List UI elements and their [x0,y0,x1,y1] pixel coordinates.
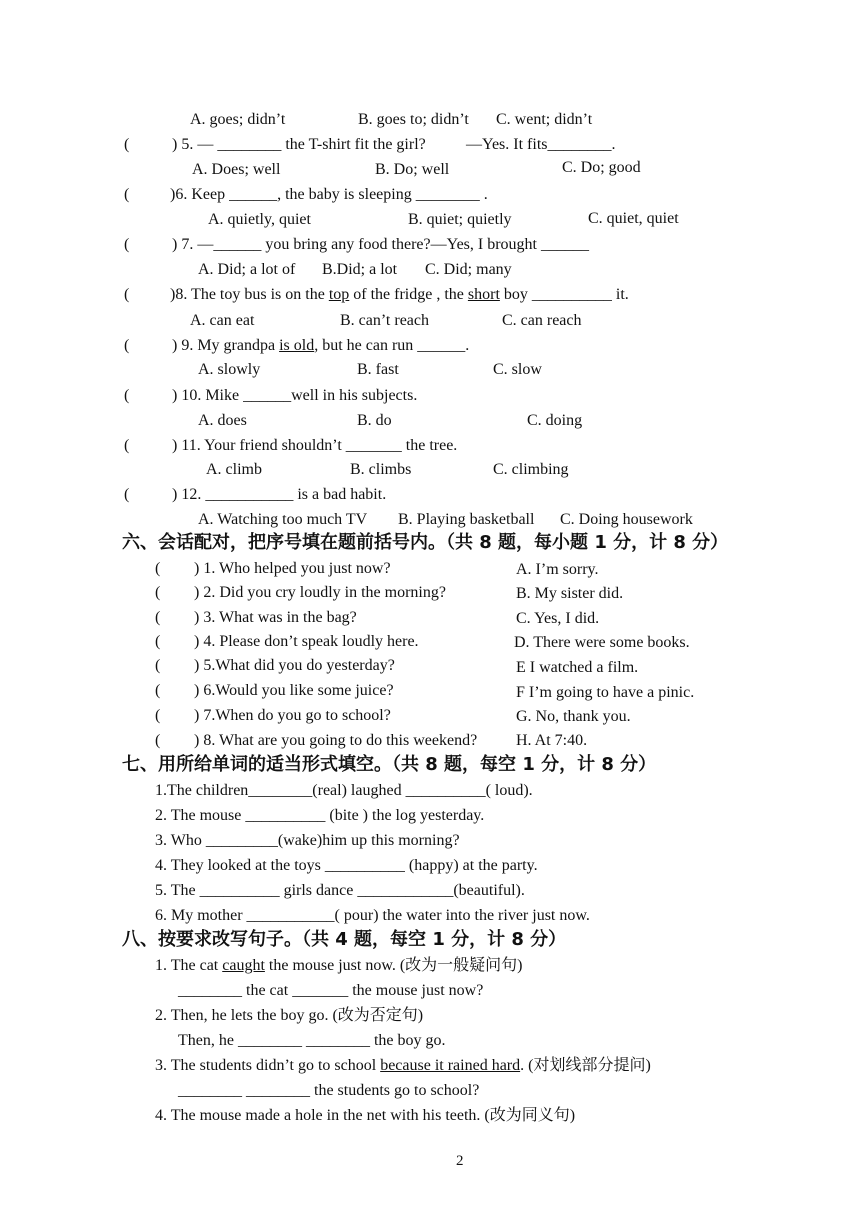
q7-option-a: A. Did; a lot of [198,261,296,278]
q8-option-b: B. can’t reach [340,312,429,329]
answer-paren[interactable]: ( [155,560,161,577]
fill-blank-item: 6. My mother ___________( pour) the water into the river just now. [155,907,590,924]
q10-option-a: A. does [198,412,247,429]
q4-option-c: C. went; didn’t [496,111,593,128]
match-question: ) 7.When do you go to school? [194,707,391,724]
rewrite-question-4: 4. The mouse made a hole in the net with his teeth. (改为同义句) [155,1107,576,1124]
answer-paren[interactable]: ( [124,387,130,404]
match-question: ) 3. What was in the bag? [194,609,357,626]
q10-option-b: B. do [357,412,392,429]
match-answer: G. No, thank you. [516,708,631,725]
match-question: ) 8. What are you going to do this weekend? [194,732,478,749]
q5-option-b: B. Do; well [375,161,450,178]
q12-option-c: C. Doing housework [560,511,693,528]
q5-option-a: A. Does; well [192,161,281,178]
q6-option-b: B. quiet; quietly [408,211,512,228]
rewrite-answer-3: ________ ________ the students go to school? [178,1082,480,1099]
q5-stem: ) 5. — ________ the T-shirt fit the girl? [172,136,426,153]
match-answer: C. Yes, I did. [516,610,600,627]
rewrite-question-2: 2. Then, he lets the boy go. (改为否定句) [155,1007,424,1024]
q12-stem: ) 12. ___________ is a bad habit. [172,486,387,503]
rewrite-1-underline: caught [222,957,265,974]
rewrite-question-3: 3. The students didn’t go to school because it rained hard. (对划线部分提问) [155,1057,651,1074]
answer-paren[interactable]: ( [124,186,130,203]
answer-paren[interactable]: ( [124,236,130,253]
q12-option-b: B. Playing basketball [398,511,535,528]
rewrite-3-underline: because it rained hard [380,1057,521,1074]
fill-blank-item: 5. The __________ girls dance ____________(beautiful). [155,882,525,899]
answer-paren[interactable]: ( [124,486,130,503]
q8-underline-top: top [328,286,350,303]
match-question: ) 5.What did you do yesterday? [194,657,395,674]
fill-blank-item: 1.The children________(real) laughed __________( loud). [155,782,533,799]
q8-stem: )8. The toy bus is on the top of the fridge , the short boy __________ it. [170,286,629,303]
fill-blank-item: 2. The mouse __________ (bite ) the log yesterday. [155,807,485,824]
rewrite-answer-1: ________ the cat _______ the mouse just now? [178,982,484,999]
match-answer: B. My sister did. [516,585,624,602]
q7-option-b: B.Did; a lot [322,261,398,278]
q9-stem: ) 9. My grandpa is old, but he can run ______. [172,337,470,354]
match-question: ) 2. Did you cry loudly in the morning? [194,584,446,601]
q6-option-c: C. quiet, quiet [588,210,679,227]
q5-stem-tail: —Yes. It fits________. [466,136,616,153]
q7-stem: ) 7. —______ you bring any food there?—Yes, I brought ______ [172,236,589,253]
q8-underline-short: short [467,286,500,303]
q6-option-a: A. quietly, quiet [208,211,311,228]
q9-option-b: B. fast [357,361,399,378]
match-answer: E I watched a film. [516,659,639,676]
q9-option-a: A. slowly [198,361,261,378]
section-7-heading: 七、用所给单词的适当形式填空。（共 8 题，每空 1 分，计 8 分） [122,754,657,775]
answer-paren[interactable]: ( [155,707,161,724]
fill-blank-item: 4. They looked at the toys __________ (happy) at the party. [155,857,538,874]
answer-paren[interactable]: ( [155,633,161,650]
section-8-heading: 八、按要求改写句子。（共 4 题，每空 1 分，计 8 分） [122,929,567,950]
answer-paren[interactable]: ( [155,682,161,699]
rewrite-question-1: 1. The cat caught the mouse just now. (改为一般疑问句) [155,957,523,974]
match-question: ) 6.Would you like some juice? [194,682,394,699]
q4-option-a: A. goes; didn’t [190,111,286,128]
q11-option-a: A. climb [206,461,262,478]
answer-paren[interactable]: ( [124,286,130,303]
answer-paren[interactable]: ( [155,584,161,601]
rewrite-answer-2: Then, he ________ ________ the boy go. [178,1032,446,1049]
answer-paren[interactable]: ( [124,437,130,454]
q11-option-b: B. climbs [350,461,412,478]
q9-underline-old: is old [279,337,315,354]
q9-option-c: C. slow [493,361,542,378]
q7-option-c: C. Did; many [425,261,512,278]
q6-stem: )6. Keep ______, the baby is sleeping ________ . [170,186,488,203]
answer-paren[interactable]: ( [155,609,161,626]
q4-option-b: B. goes to; didn’t [358,111,469,128]
answer-paren[interactable]: ( [124,136,130,153]
q8-option-c: C. can reach [502,312,582,329]
answer-paren[interactable]: ( [124,337,130,354]
q5-option-c: C. Do; good [562,159,641,176]
match-answer: H. At 7:40. [516,732,588,749]
match-question: ) 4. Please don’t speak loudly here. [194,633,419,650]
q11-stem: ) 11. Your friend shouldn’t _______ the tree. [172,437,458,454]
q10-option-c: C. doing [527,412,583,429]
fill-blank-item: 3. Who _________(wake)him up this morning? [155,832,460,849]
q11-option-c: C. climbing [493,461,569,478]
q8-option-a: A. can eat [190,312,255,329]
match-answer: F I’m going to have a pinic. [516,684,695,701]
answer-paren[interactable]: ( [155,732,161,749]
match-question: ) 1. Who helped you just now? [194,560,391,577]
match-answer: A. I’m sorry. [516,561,599,578]
match-answer: D. There were some books. [514,634,690,651]
page-number: 2 [456,1153,464,1169]
q10-stem: ) 10. Mike ______well in his subjects. [172,387,418,404]
section-6-heading: 六、会话配对，把序号填在题前括号内。（共 8 题，每小题 1 分，计 8 分） [122,532,729,553]
q12-option-a: A. Watching too much TV [198,511,368,528]
answer-paren[interactable]: ( [155,657,161,674]
